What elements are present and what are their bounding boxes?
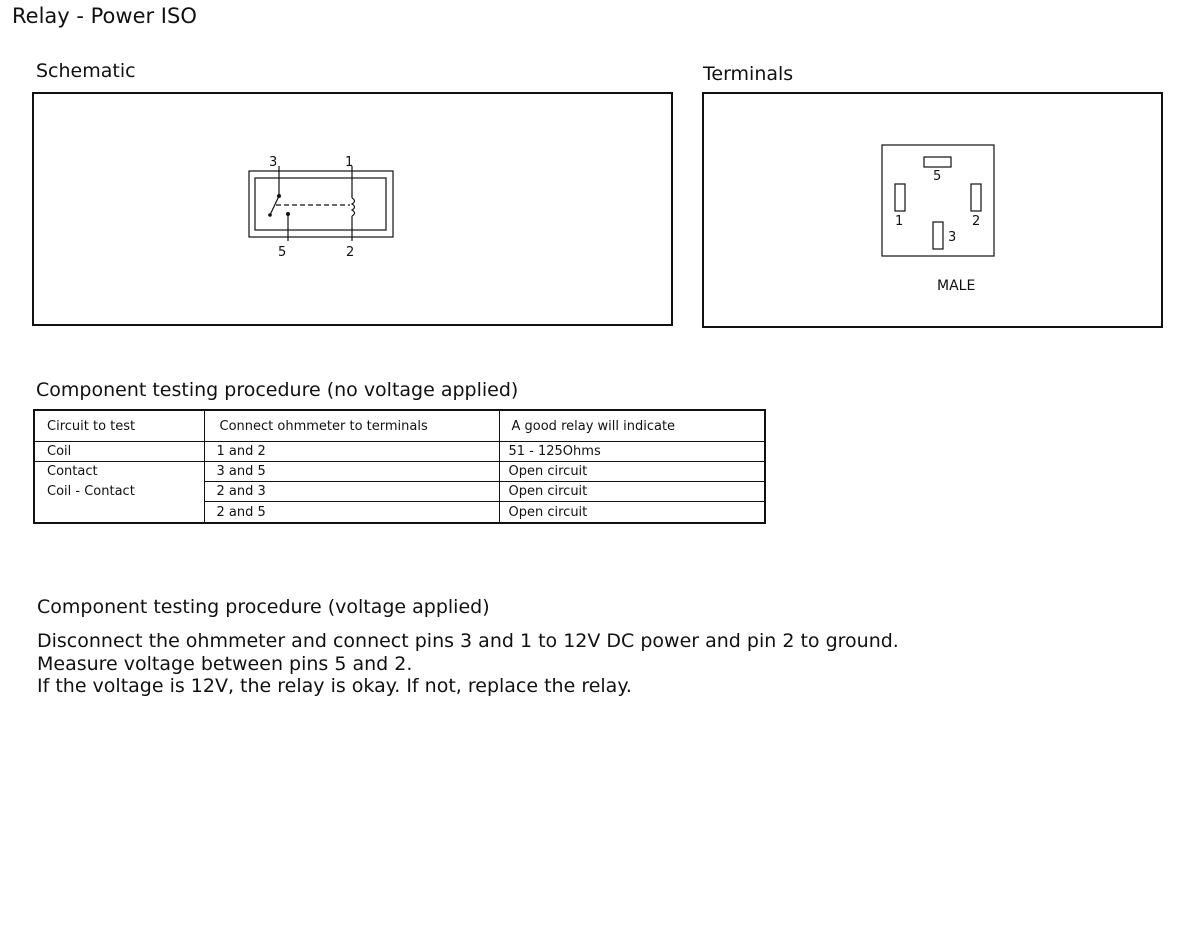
circuit-cell: Coil <box>34 442 204 462</box>
circuit-cell <box>34 502 204 524</box>
column-header: A good relay will indicate <box>499 410 765 442</box>
terminals-caption: MALE <box>937 278 976 294</box>
circuit-cell: Contact <box>34 462 204 482</box>
table-row <box>34 482 765 502</box>
indication-cell: Open circuit <box>499 502 765 524</box>
terminals-cell: 2 and 3 <box>204 482 499 502</box>
terminal-5-blade <box>924 157 951 167</box>
terminal-2-blade <box>971 184 981 211</box>
column-header: Circuit to test <box>34 410 204 442</box>
table-header-row <box>34 410 765 442</box>
relay-terminals-diagram <box>704 94 1161 326</box>
terminal-1-blade <box>895 184 905 211</box>
terminals-cell: 2 and 5 <box>204 502 499 524</box>
terminals-heading: Terminals <box>703 63 794 85</box>
page-title: Relay - Power ISO <box>12 4 197 28</box>
instruction-line: If the voltage is 12V, the relay is okay. If not, replace the relay. <box>37 675 632 697</box>
terminal-label-3: 3 <box>948 230 957 245</box>
instruction-line: Measure voltage between pins 5 and 2. <box>37 652 413 675</box>
switch-end <box>268 213 272 217</box>
indication-cell: Open circuit <box>499 462 765 482</box>
column-header: Connect ohmmeter to terminals <box>204 410 499 442</box>
terminal-3-blade <box>933 222 943 249</box>
circuit-cell: Coil - Contact <box>34 482 204 502</box>
indication-cell: 51 - 125Ohms <box>499 442 765 462</box>
pin-label-5: 5 <box>278 245 287 260</box>
pin-label-2: 2 <box>346 245 355 260</box>
coil-icon <box>352 198 355 216</box>
relay-schematic-diagram <box>34 94 671 324</box>
pin-label-1: 1 <box>345 155 354 170</box>
table-row <box>34 462 765 482</box>
table-row <box>34 502 765 524</box>
schematic-heading: Schematic <box>36 60 136 82</box>
ohmmeter-test-table <box>33 409 766 524</box>
pin-label-3: 3 <box>269 155 278 170</box>
contact-point <box>286 212 290 216</box>
schematic-panel <box>32 92 673 326</box>
connector-outline <box>882 145 994 256</box>
indication-cell: Open circuit <box>499 482 765 502</box>
terminal-label-5: 5 <box>933 169 942 184</box>
terminals-cell: 3 and 5 <box>204 462 499 482</box>
no-voltage-heading: Component testing procedure (no voltage applied) <box>36 379 519 401</box>
voltage-instructions <box>37 630 899 698</box>
terminal-label-2: 2 <box>972 214 981 229</box>
schematic-outer-frame <box>249 171 393 237</box>
voltage-heading: Component testing procedure (voltage applied) <box>37 596 490 618</box>
terminals-cell: 1 and 2 <box>204 442 499 462</box>
instruction-line: Disconnect the ohmmeter and connect pins 3 and 1 to 12V DC power and pin 2 to ground. <box>37 630 899 652</box>
table-row <box>34 442 765 462</box>
terminals-panel <box>702 92 1163 328</box>
terminal-label-1: 1 <box>895 214 904 229</box>
